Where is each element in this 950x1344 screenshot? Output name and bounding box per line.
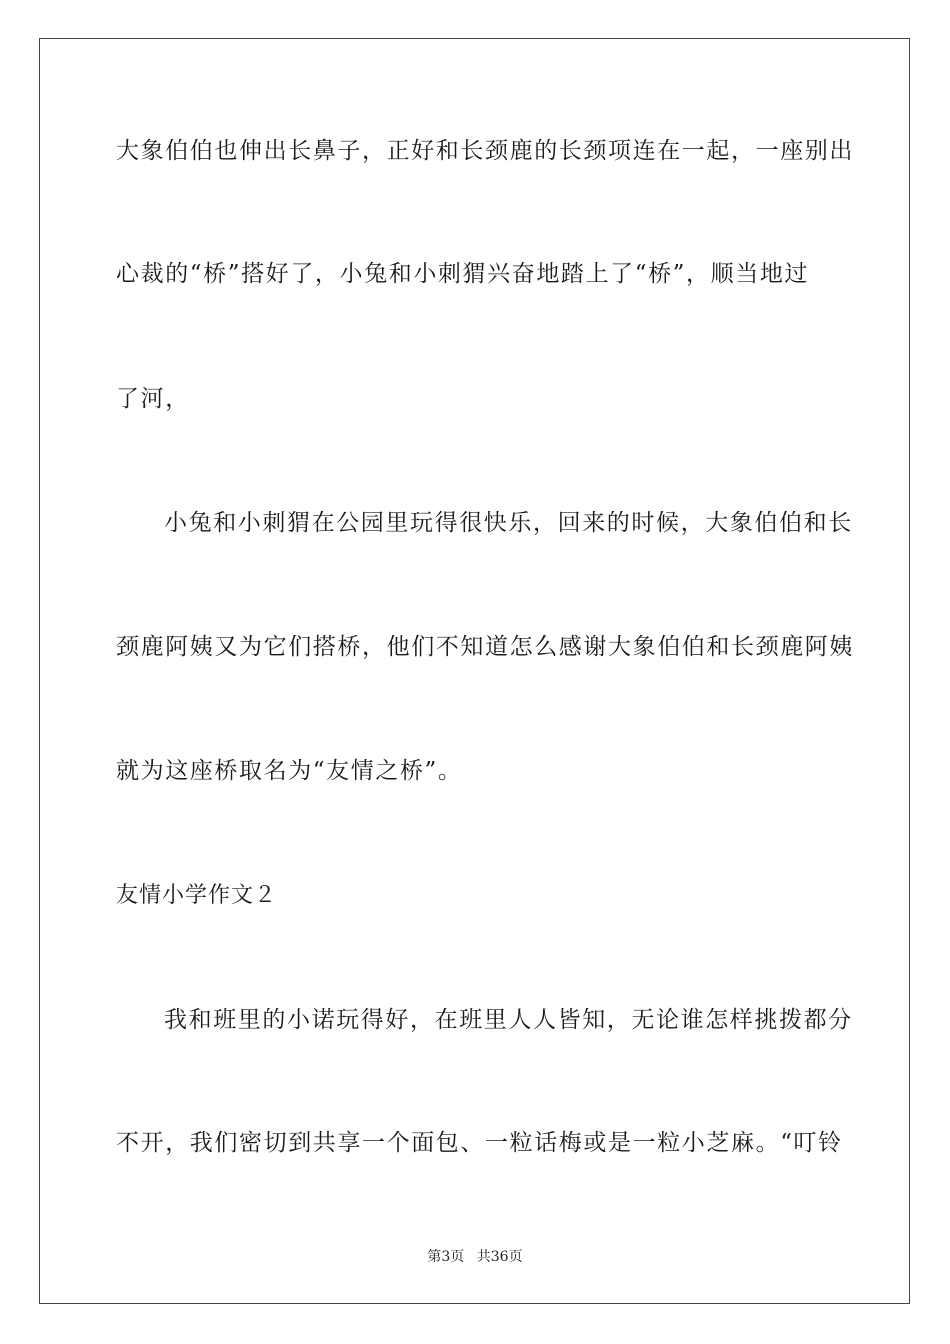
body-line-6: 就为这座桥取名为“友情之桥”。 bbox=[116, 758, 463, 784]
section-heading: 友情小学作文２ bbox=[116, 883, 278, 908]
body-line-5: 颈鹿阿姨又为它们搭桥，他们不知道怎么感谢大象伯伯和长颈鹿阿姨 bbox=[116, 634, 854, 660]
body-line-8: 不开，我们密切到共享一个面包、一粒话梅或是一粒小芝麻。“叮铃 bbox=[116, 1130, 843, 1156]
body-line-3: 了河， bbox=[116, 386, 190, 412]
body-line-7: 我和班里的小诺玩得好，在班里人人皆知，无论谁怎样挑拨都分 bbox=[164, 1007, 853, 1033]
body-line-4: 小兔和小刺猬在公园里玩得很快乐，回来的时候，大象伯伯和长 bbox=[164, 510, 853, 536]
page-number: 第3页 bbox=[427, 1249, 465, 1265]
body-line-2: 心裁的“桥”搭好了，小兔和小刺猬兴奋地踏上了“桥”，顺当地过 bbox=[116, 261, 810, 287]
page-total: 共36页 bbox=[476, 1249, 523, 1265]
page-border bbox=[39, 38, 910, 1304]
body-line-1: 大象伯伯也伸出长鼻子，正好和长颈鹿的长颈项连在一起，一座别出 bbox=[116, 138, 854, 164]
page-footer bbox=[0, 1246, 950, 1266]
